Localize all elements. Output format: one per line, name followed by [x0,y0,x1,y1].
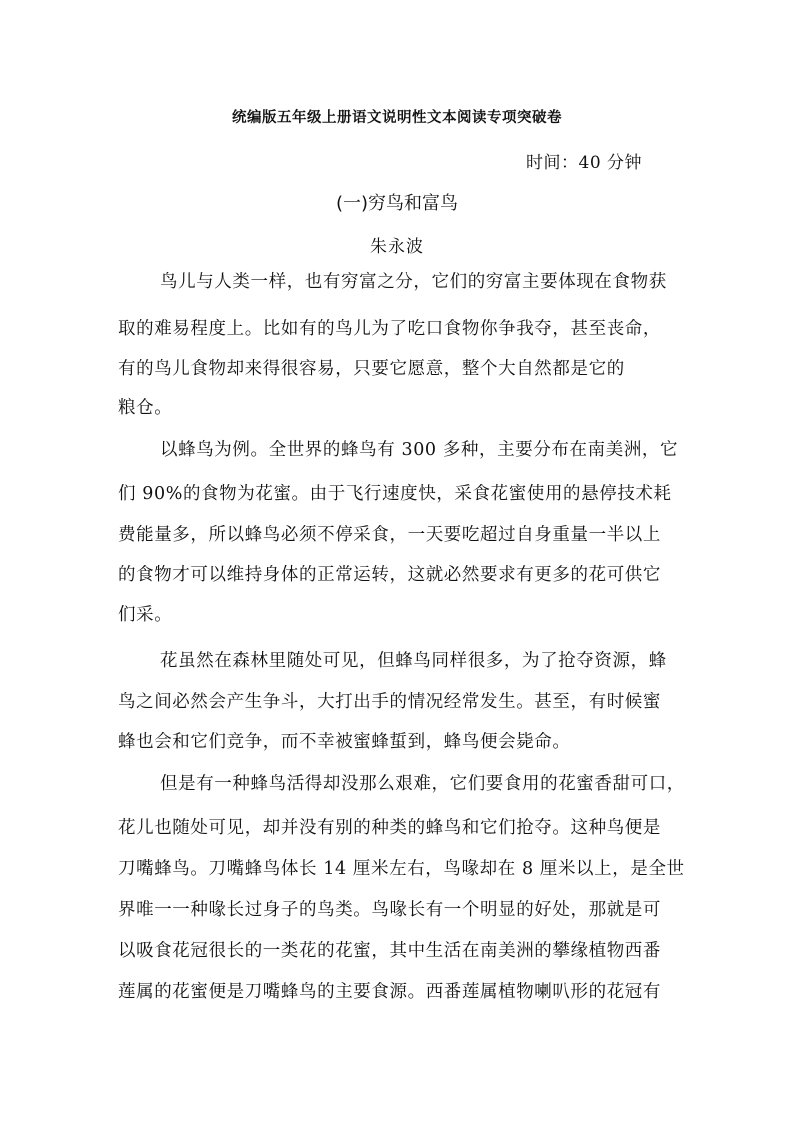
text-line: 界唯一一种喙长过身子的鸟类。鸟喙长有一个明显的好处，那就是可 [118,900,661,920]
text-line: 取的难易程度上。比如有的鸟儿为了吃口食物你争我夺，甚至丧命， [118,319,661,339]
text-line: 们采。 [118,605,173,625]
text-line: 粮仓。 [118,398,173,418]
text-line: 们 90%的食物为花蜜。由于飞行速度快，采食花蜜使用的悬停技术耗 [118,484,672,504]
text-line: 花虽然在森林里随处可见，但蜂鸟同样很多，为了抢夺资源，蜂 [160,651,667,671]
text-line: 以蜂鸟为例。全世界的蜂鸟有 300 多种，主要分布在南美洲，它 [160,440,679,460]
article-author: 朱永波 [370,237,424,257]
text-line: 花儿也随处可见，却并没有别的种类的蜂鸟和它们抢夺。这种鸟便是 [118,818,661,838]
text-line: 鸟之间必然会产生争斗，大打出手的情况经常发生。甚至，有时候蜜 [118,692,661,712]
text-line: 的食物才可以维持身体的正常运转，这就必然要求有更多的花可供它 [118,565,661,585]
text-line: 费能量多，所以蜂鸟必须不停采食，一天要吃超过自身重量一半以上 [118,525,661,545]
text-line: 但是有一种蜂鸟活得却没那么艰难，它们要食用的花蜜香甜可口， [160,774,685,794]
text-line: 刀嘴蜂鸟。刀嘴蜂鸟体长 14 厘米左右，鸟喙却在 8 厘米以上，是全世 [118,859,685,879]
document-title: 统编版五年级上册语文说明性文本阅读专项突破卷 [232,110,562,126]
time-limit: 时间：40 分钟 [526,153,643,173]
text-line: 莲属的花蜜便是刀嘴蜂鸟的主要食源。西番莲属植物喇叭形的花冠有 [118,982,661,1002]
text-line: 有的鸟儿食物却来得很容易，只要它愿意，整个大自然都是它的 [118,359,625,379]
article-title: (一)穷鸟和富鸟 [335,193,459,214]
text-line: 鸟儿与人类一样，也有穷富之分，它们的穷富主要体现在食物获 [160,272,667,292]
text-line: 蜂也会和它们竞争，而不幸被蜜蜂蜇到，蜂鸟便会毙命。 [118,732,571,752]
text-line: 以吸食花冠很长的一类花的花蜜，其中生活在南美洲的攀缘植物西番 [118,941,661,961]
